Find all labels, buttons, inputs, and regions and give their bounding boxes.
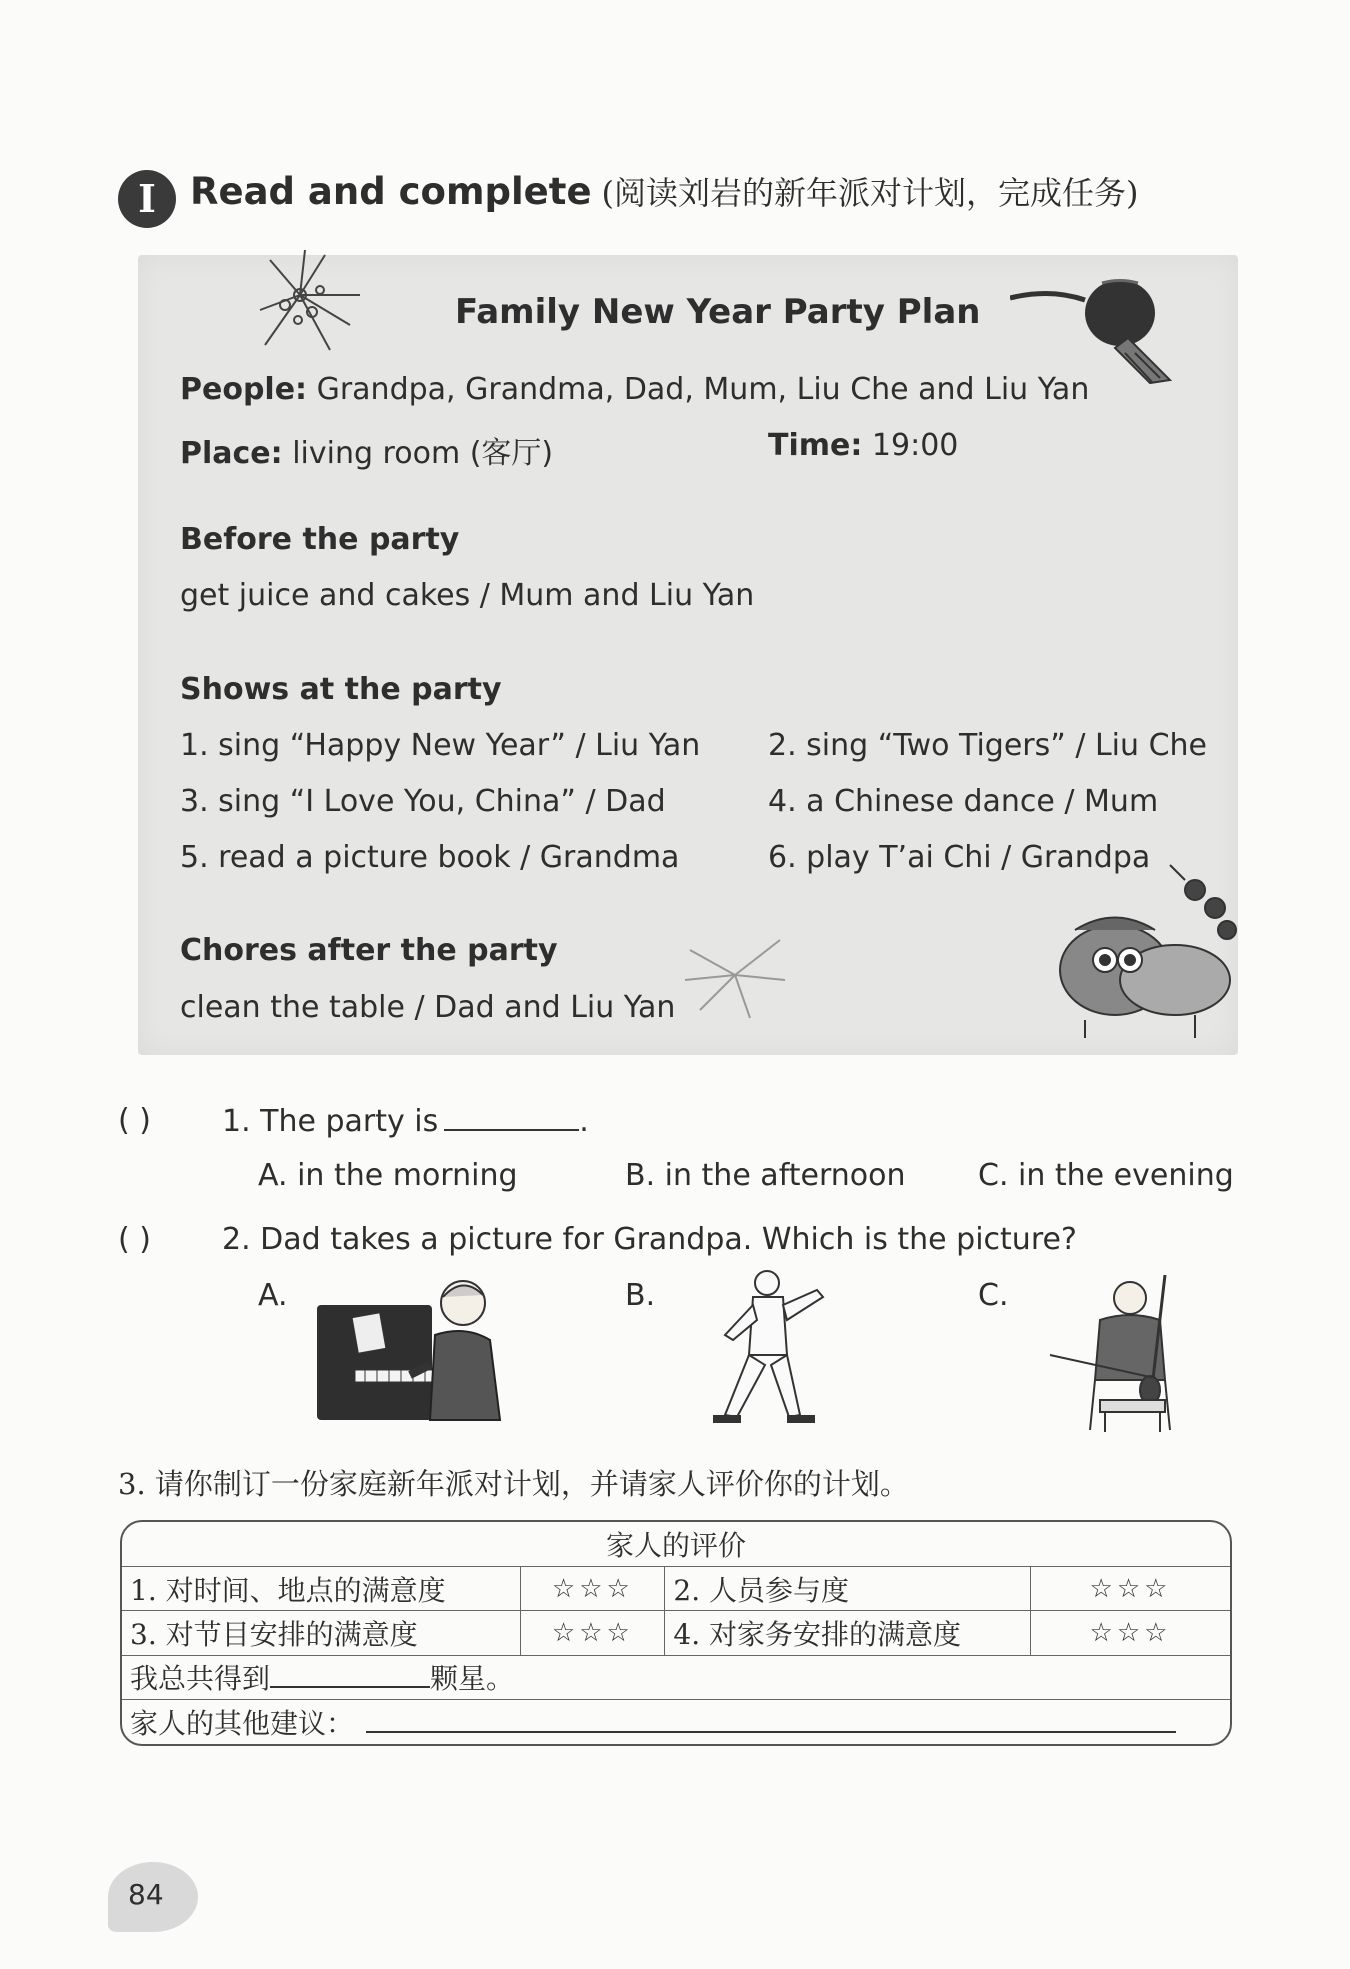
star-rating[interactable]: ☆☆☆: [521, 1611, 665, 1655]
show-item: 5. read a picture book / Grandma: [180, 840, 680, 875]
before-item: get juice and cakes / Mum and Liu Yan: [180, 578, 755, 613]
q1-option-c[interactable]: C. in the evening: [978, 1158, 1234, 1193]
lantern-icon: [1010, 268, 1190, 388]
people-value: Grandpa, Grandma, Dad, Mum, Liu Che and Liu Yan: [316, 372, 1090, 407]
plan-time: [768, 428, 958, 463]
table-cell-label: 2. 人员参与度: [665, 1566, 1031, 1610]
q2-option-c[interactable]: C.: [978, 1278, 1009, 1313]
people-label: People:: [180, 372, 308, 407]
suggestion-row: [122, 1700, 1230, 1744]
time-value: 19:00: [871, 428, 959, 463]
plan-people: [180, 372, 1089, 407]
q1-text: [222, 1103, 589, 1139]
lion-dance-icon: [1045, 860, 1245, 1040]
q1-option-b[interactable]: B. in the afternoon: [625, 1158, 906, 1193]
show-item: 3. sing “I Love You, China” / Dad: [180, 784, 666, 819]
chores-heading: Chores after the party: [180, 933, 558, 968]
table-cell-label: 4. 对家务安排的满意度: [665, 1611, 1031, 1655]
q3-text: 3. 请你制订一份家庭新年派对计划，并请家人评价你的计划。: [118, 1467, 909, 1501]
shows-heading: Shows at the party: [180, 672, 502, 707]
plan-title: Family New Year Party Plan: [455, 292, 981, 332]
q1-stem: 1. The party is: [222, 1104, 439, 1139]
show-item: 1. sing “Happy New Year” / Liu Yan: [180, 728, 701, 763]
total-suffix: 颗星。: [430, 1662, 515, 1696]
grandpa-erhu-image[interactable]: [1045, 1270, 1205, 1435]
page-number: 84: [128, 1878, 164, 1911]
suggestion-blank[interactable]: [366, 1705, 1176, 1733]
q2-option-a[interactable]: A.: [258, 1278, 288, 1313]
suggest-label: 家人的其他建议：: [130, 1707, 355, 1741]
show-item: 6. play T’ai Chi / Grandpa: [768, 840, 1151, 875]
q2-option-b[interactable]: B.: [625, 1278, 656, 1313]
q1-end: .: [579, 1104, 589, 1139]
table-cell-label: 3. 对节目安排的满意度: [122, 1611, 521, 1655]
section-title-cn: (阅读刘岩的新年派对计划，完成任务): [601, 174, 1139, 212]
q2-answer-parens[interactable]: ( ): [118, 1222, 151, 1257]
star-rating[interactable]: ☆☆☆: [521, 1566, 665, 1610]
section-title: [190, 168, 1139, 214]
chores-item: clean the table / Dad and Liu Yan: [180, 990, 676, 1025]
section-title-en: Read and complete: [190, 170, 592, 213]
firework-icon: [250, 250, 370, 360]
plan-place: [180, 428, 553, 472]
star-rating[interactable]: ☆☆☆: [1031, 1611, 1230, 1655]
grandpa-piano-image[interactable]: [315, 1275, 505, 1425]
sparkle-icon: [680, 930, 790, 1020]
show-item: 2. sing “Two Tigers” / Liu Che: [768, 728, 1207, 763]
total-stars-row: [122, 1655, 1230, 1699]
total-prefix: 我总共得到: [130, 1662, 271, 1696]
show-item: 4. a Chinese dance / Mum: [768, 784, 1159, 819]
q2-text: 2. Dad takes a picture for Grandpa. Which is the picture?: [222, 1222, 1077, 1257]
grandpa-taichi-image[interactable]: [705, 1265, 840, 1440]
q1-blank[interactable]: [444, 1103, 579, 1131]
evaluation-table: [120, 1520, 1232, 1746]
place-label: Place:: [180, 436, 283, 471]
q1-option-a[interactable]: A. in the morning: [258, 1158, 518, 1193]
q1-answer-parens[interactable]: ( ): [118, 1103, 151, 1138]
table-header: 家人的评价: [122, 1522, 1230, 1566]
section-badge: I: [118, 170, 176, 228]
total-stars-blank[interactable]: [270, 1660, 430, 1688]
time-label: Time:: [768, 428, 863, 463]
star-rating[interactable]: ☆☆☆: [1031, 1566, 1230, 1610]
place-value: living room (客厅): [292, 436, 554, 471]
before-heading: Before the party: [180, 522, 460, 557]
table-cell-label: 1. 对时间、地点的满意度: [122, 1566, 521, 1610]
